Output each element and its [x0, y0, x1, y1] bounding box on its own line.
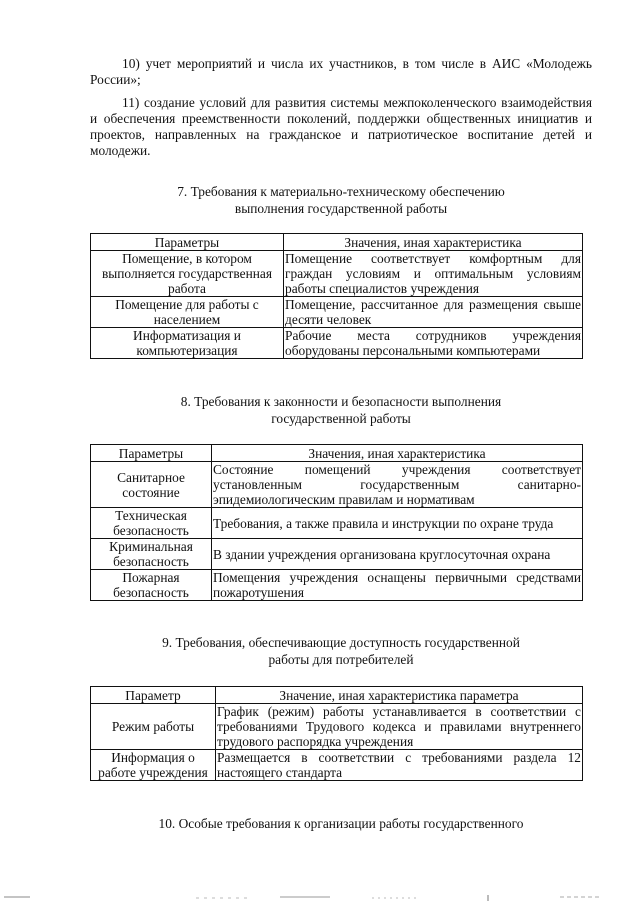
- column-header-param: Параметры: [91, 234, 284, 251]
- param-cell: Пожарная безопасность: [91, 570, 212, 601]
- table-header-row: [91, 234, 583, 251]
- value-cell: Помещение соответствует комфортным для граждан условиям и оптимальным условиям работы специалистов учреждения: [285, 251, 581, 296]
- section-7-title-line2: выполнения государственной работы: [234, 201, 448, 216]
- column-header-param: Параметры: [91, 445, 212, 462]
- value-cell: В здании учреждения организована круглосуточная охрана: [212, 539, 583, 570]
- param-cell: Помещение, в котором выполняется государственная работа: [91, 251, 284, 297]
- section-10-heading: 10. Особые требования к организации работы государственного: [158, 816, 524, 831]
- value-cell: Рабочие места сотрудников учреждения оборудованы персональными компьютерами: [285, 328, 581, 358]
- section-8-title-line2: государственной работы: [271, 411, 411, 426]
- param-cell: Помещение для работы с населением: [91, 297, 284, 328]
- section-9-title-line1: 9. Требования, обеспечивающие доступность государственной: [162, 635, 520, 650]
- section-7-table: [90, 233, 583, 359]
- table-header-row: [91, 687, 583, 704]
- table-row: [91, 539, 583, 570]
- section-8-heading: [90, 393, 592, 427]
- value-cell: Размещается в соответствии с требованиями раздела 12 настоящего стандарта: [217, 750, 581, 780]
- param-cell: Информатизация и компьютеризация: [91, 328, 284, 359]
- table-row: [91, 750, 583, 781]
- table-row: [91, 297, 583, 328]
- table-row: [91, 704, 583, 750]
- list-item-10: 10) учет мероприятий и числа их участников, в том числе в АИС «Молодежь России»;: [90, 56, 592, 87]
- column-header-value: Значения, иная характеристика: [212, 445, 583, 462]
- column-header-value: Значения, иная характеристика: [284, 234, 583, 251]
- table-header-row: [91, 445, 583, 462]
- section-8-title-line1: 8. Требования к законности и безопасности выполнения: [180, 394, 502, 409]
- table-row: [91, 251, 583, 297]
- section-9-heading: [90, 634, 592, 668]
- table-row: [91, 570, 583, 601]
- scan-artifact-marks: [0, 893, 640, 901]
- value-cell: График (режим) работы устанавливается в соответствии с требованиями Трудового кодекса и правилами внутреннего трудового распорядка учреждения: [217, 704, 581, 749]
- value-cell: Требования, а также правила и инструкции по охране труда: [212, 508, 583, 539]
- section-7-heading: [90, 183, 592, 217]
- table-row: [91, 462, 583, 508]
- param-cell: Санитарное состояние: [91, 462, 212, 508]
- section-8-table: [90, 444, 583, 601]
- value-cell: Состояние помещений учреждения соответствует установленным государственным санитарно-эпидемиологическим правилам и нормативам: [213, 462, 581, 507]
- param-cell: Режим работы: [91, 704, 216, 750]
- value-cell: Помещение, рассчитанное для размещения свыше десяти человек: [285, 297, 581, 327]
- param-cell: Информация о работе учреждения: [91, 750, 216, 781]
- list-item-11: 11) создание условий для развития системы межпоколенческого взаимодействия и обеспечения преемственности поколений, поддержки общественных инициатив и проектов, направленных на гражданское и патриотическое воспитание детей и молодежи.: [90, 95, 592, 158]
- table-row: [91, 328, 583, 359]
- param-cell: Техническая безопасность: [91, 508, 212, 539]
- param-cell: Криминальная безопасность: [91, 539, 212, 570]
- column-header-param: Параметр: [91, 687, 216, 704]
- section-9-title-line2: работы для потребителей: [268, 652, 414, 667]
- table-row: [91, 508, 583, 539]
- value-cell: Помещения учреждения оснащены первичными средствами пожаротушения: [213, 570, 581, 600]
- section-7-title-line1: 7. Требования к материально-техническому обеспечению: [177, 184, 505, 199]
- column-header-value: Значение, иная характеристика параметра: [216, 687, 583, 704]
- section-9-table: [90, 686, 583, 781]
